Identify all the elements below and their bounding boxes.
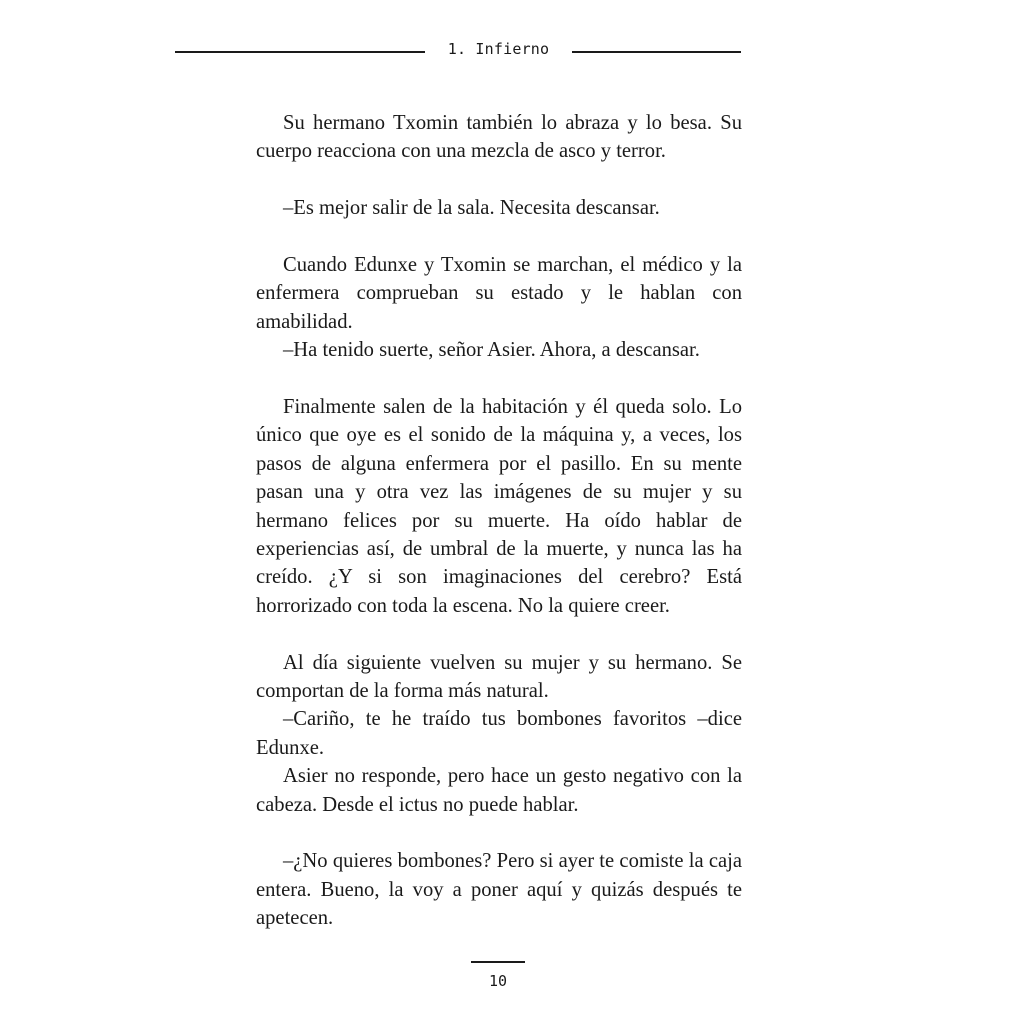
page-number: 10 bbox=[488, 972, 508, 990]
header-rule-left bbox=[175, 51, 425, 53]
page-body-text bbox=[256, 109, 742, 933]
paragraph: Al día siguiente vuelven su mujer y su hermano. Se comportan de la forma más natural. bbox=[256, 651, 742, 703]
paragraph: –Ha tenido suerte, señor Asier. Ahora, a descansar. bbox=[283, 339, 700, 362]
footer-rule bbox=[471, 961, 525, 963]
paragraph: Su hermano Txomin también lo abraza y lo besa. Su cuerpo reacciona con una mezcla de asco y terror. bbox=[256, 112, 742, 163]
paragraph: –¿No quieres bombones? Pero si ayer te comiste la caja entera. Bueno, la voy a poner aquí y quizás después te apetecen. bbox=[256, 850, 742, 930]
running-header bbox=[175, 38, 741, 66]
paragraph: –Cariño, te he traído tus bombones favoritos –dice Edunxe. bbox=[256, 708, 742, 759]
paragraph: Asier no responde, pero hace un gesto negativo con la cabeza. Desde el ictus no puede hablar. bbox=[256, 765, 742, 816]
chapter-title: 1. Infierno bbox=[447, 40, 550, 58]
header-rule-right bbox=[572, 51, 741, 53]
paragraph: Cuando Edunxe y Txomin se marchan, el médico y la enfermera comprueban su estado y le hablan con amabilidad. bbox=[256, 254, 742, 333]
paragraph: Finalmente salen de la habitación y él queda solo. Lo único que oye es el sonido de la máquina y, a veces, los pasos de alguna enfermera por el pasillo. En su mente pasan una y otra vez las imágenes de su mujer y su hermano felices por su muerte. Ha oído hablar de experiencias así, de umbral de la muerte, y nunca las ha creído. ¿Y si son imaginaciones del cerebro? Está horrorizado con toda la escena. No la quiere creer. bbox=[256, 396, 742, 617]
paragraph: –Es mejor salir de la sala. Necesita descansar. bbox=[283, 197, 660, 220]
